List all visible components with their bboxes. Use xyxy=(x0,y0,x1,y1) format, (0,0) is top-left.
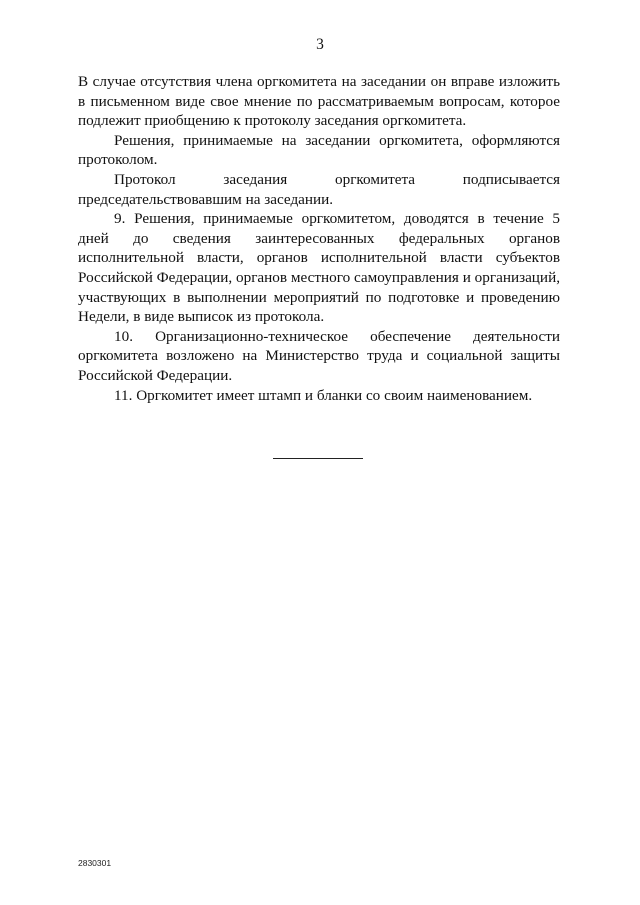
paragraph-decisions-protocol: Решения, принимаемые на заседании оргкомитета, оформляются протоколом. xyxy=(78,131,560,169)
page-number: 3 xyxy=(316,36,324,53)
paragraph-absence-opinion: В случае отсутствия члена оргкомитета на заседании он вправе изложить в письменном виде свое мнение по рассматриваемым вопросам, которое подлежит приобщению к протоколу заседания оргкомитета. xyxy=(78,73,560,130)
end-divider xyxy=(273,458,363,459)
paragraph-item-10: 10. Организационно-техническое обеспечение деятельности оргкомитета возложено на Министерство труда и социальной защиты Российской Федерации. xyxy=(78,327,560,384)
document-code: 2830301 xyxy=(78,858,112,868)
paragraph-item-9: 9. Решения, принимаемые оргкомитетом, доводятся в течение 5 дней до сведения заинтересованных федеральных органов исполнительной власти, органов исполнительной власти субъектов Российской Федерации, органов местного самоуправления и организаций, участвующих в выполнении мероприятий по подготовке и проведению Недели, в виде выписок из протокола. xyxy=(78,210,560,326)
paragraph-protocol-signing: Протокол заседания оргкомитета подписывается председательствовавшим на заседании. xyxy=(78,170,560,208)
document-body xyxy=(78,72,560,405)
paragraph-item-11: 11. Оргкомитет имеет штамп и бланки со своим наименованием. xyxy=(114,386,533,404)
